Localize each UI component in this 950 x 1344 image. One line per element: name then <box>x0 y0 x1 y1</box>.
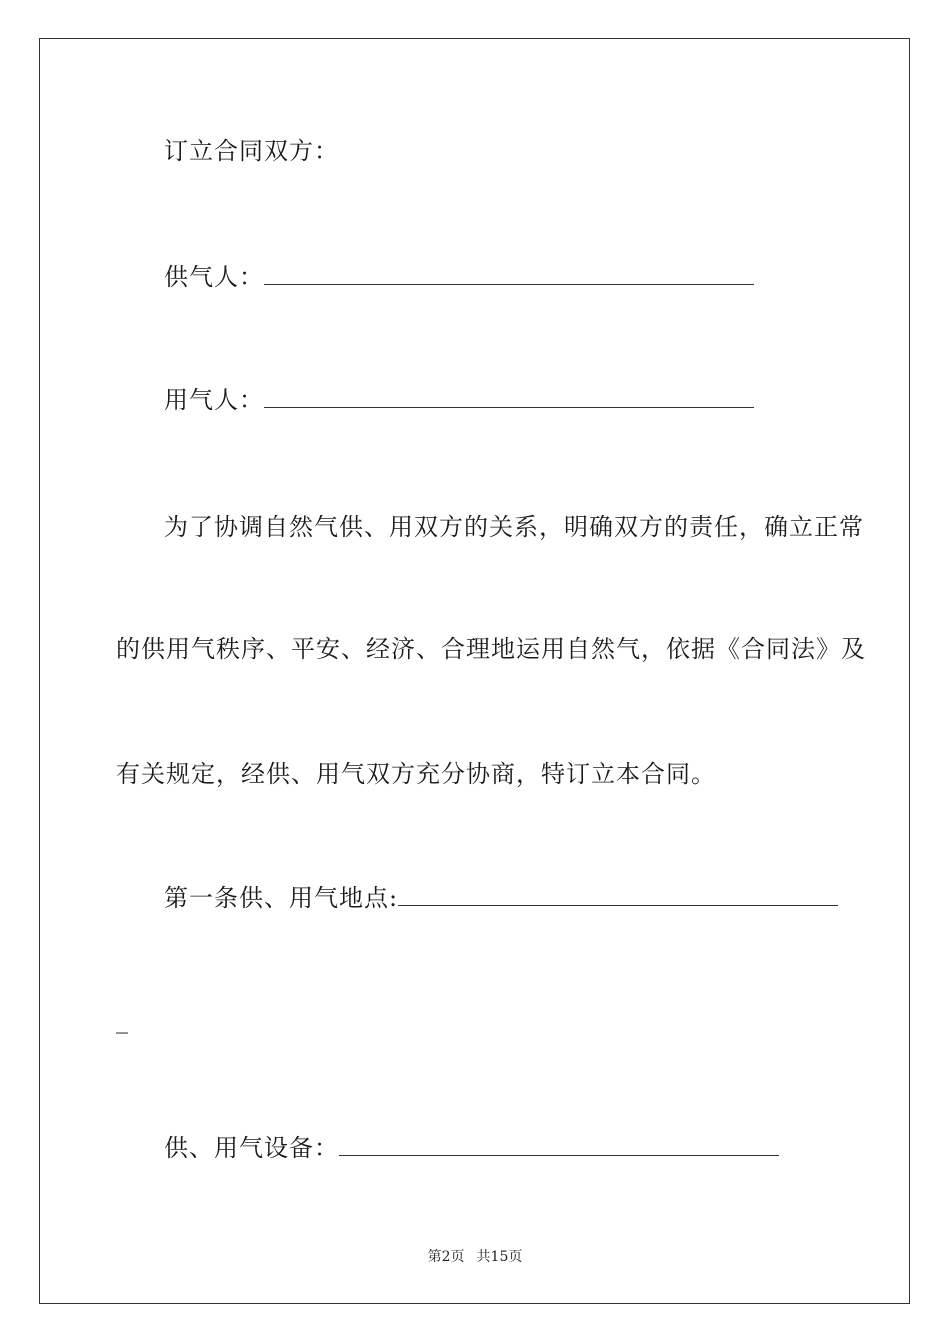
user-label: 用气人： <box>164 386 264 414</box>
article1-label: 第一条供、用气地点: <box>164 884 399 912</box>
equipment-blank <box>339 1135 779 1156</box>
supplier-blank <box>264 264 754 285</box>
user-blank <box>264 387 754 408</box>
page-frame <box>39 38 910 1304</box>
parties-heading: 订立合同双方： <box>164 137 339 165</box>
article1-line <box>164 883 838 913</box>
preamble-line-2: 的供用气秩序、平安、经济、合理地运用自然气，依据《合同法》及 <box>116 635 866 663</box>
article1-blank <box>398 885 838 906</box>
equipment-label: 供、用气设备： <box>164 1134 339 1162</box>
page-current: 第2页 <box>427 1249 465 1265</box>
user-line <box>164 385 754 415</box>
page-total: 共15页 <box>476 1249 523 1265</box>
supplier-line <box>164 262 754 292</box>
preamble-line-3: 有关规定，经供、用气双方充分协商，特订立本合同。 <box>116 760 716 788</box>
supplier-label: 供气人： <box>164 263 264 291</box>
preamble-line-1: 为了协调自然气供、用双方的关系，明确双方的责任，确立正常 <box>164 513 864 541</box>
article1-continuation: _ <box>116 1006 129 1034</box>
equipment-line <box>164 1133 779 1163</box>
page-footer <box>0 1248 950 1266</box>
